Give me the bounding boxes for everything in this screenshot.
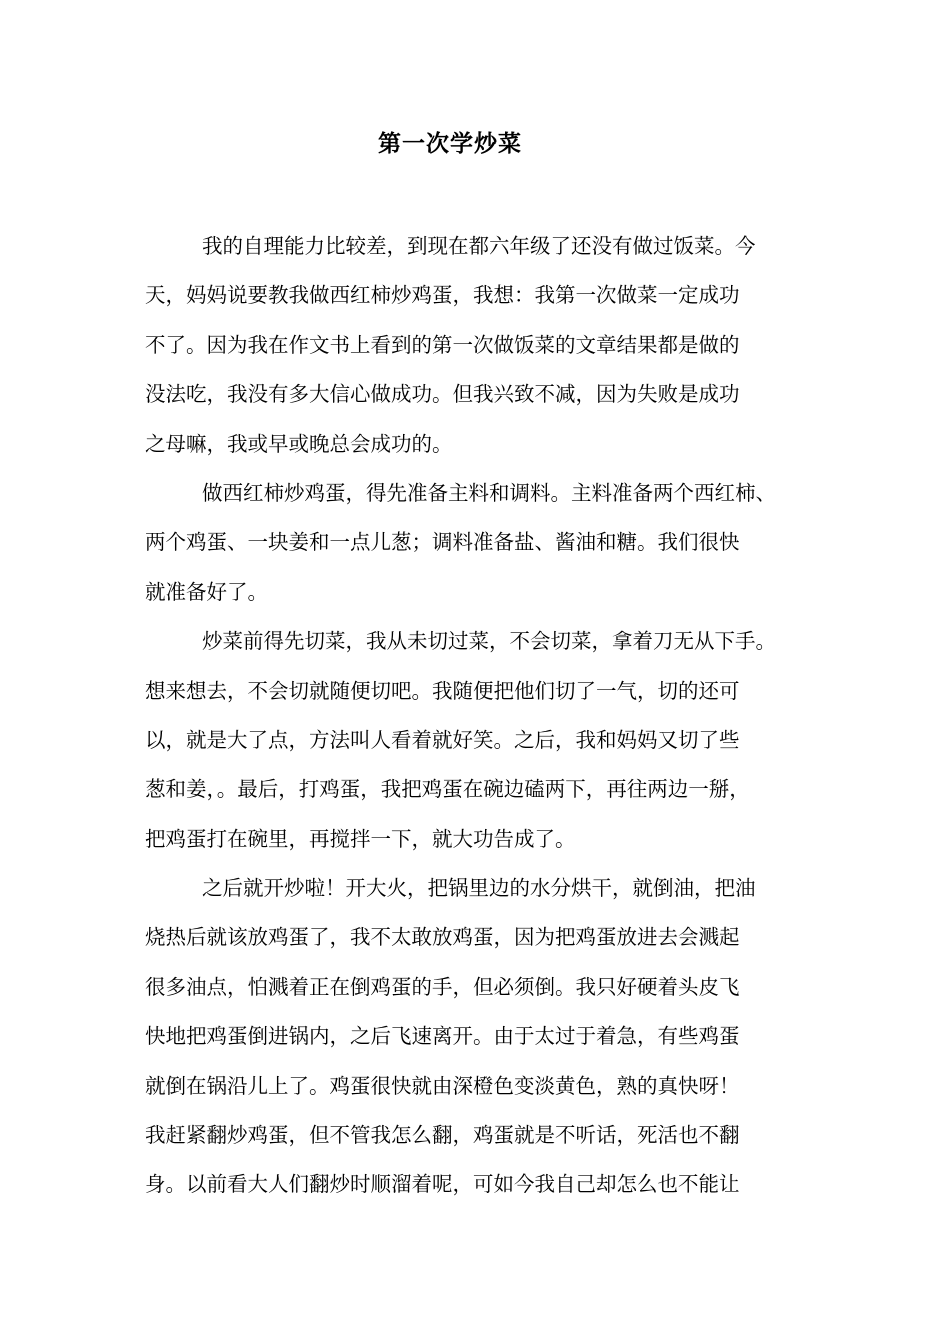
text-line: 没法吃，我没有多大信心做成功。但我兴致不减，因为失败是成功 [145, 382, 740, 407]
document-title: 第一次学炒菜 [378, 130, 522, 157]
text-line: 炒菜前得先切菜，我从未切过菜，不会切菜，拿着刀无从下手。 [202, 629, 776, 654]
text-line: 就倒在锅沿儿上了。鸡蛋很快就由深橙色变淡黄色，熟的真快呀！ [145, 1073, 740, 1098]
text-line: 不了。因为我在作文书上看到的第一次做饭菜的文章结果都是做的 [145, 332, 740, 357]
text-line: 两个鸡蛋、一块姜和一点儿葱；调料准备盐、酱油和糖。我们很快 [145, 530, 740, 555]
text-line: 我赶紧翻炒鸡蛋，但不管我怎么翻，鸡蛋就是不听话，死活也不翻 [145, 1123, 740, 1148]
text-line: 之母嘛，我或早或晚总会成功的。 [145, 431, 453, 456]
text-line: 以，就是大了点，方法叫人看着就好笑。之后，我和妈妈又切了些 [145, 727, 740, 752]
text-line: 做西红柿炒鸡蛋，得先准备主料和调料。主料准备两个西红柿、 [202, 480, 776, 505]
text-line: 把鸡蛋打在碗里，再搅拌一下，就大功告成了。 [145, 826, 576, 851]
text-line: 想来想去，不会切就随便切吧。我随便把他们切了一气，切的还可 [145, 678, 740, 703]
text-line: 就准备好了。 [145, 579, 268, 604]
text-line: 快地把鸡蛋倒进锅内，之后飞速离开。由于太过于着急，有些鸡蛋 [145, 1024, 740, 1049]
text-line: 之后就开炒啦！开大火，把锅里边的水分烘干，就倒油，把油 [202, 876, 756, 901]
text-line: 我的自理能力比较差，到现在都六年级了还没有做过饭菜。今 [202, 234, 756, 258]
text-line: 很多油点，怕溅着正在倒鸡蛋的手，但必须倒。我只好硬着头皮飞 [145, 974, 740, 999]
text-line: 葱和姜，。最后，打鸡蛋，我把鸡蛋在碗边磕两下，再往两边一掰， [145, 777, 750, 802]
text-line: 天，妈妈说要教我做西红柿炒鸡蛋，我想：我第一次做菜一定成功 [145, 283, 740, 308]
text-line: 身。以前看大人们翻炒时顺溜着呢，可如今我自己却怎么也不能让 [145, 1172, 740, 1197]
text-line: 烧热后就该放鸡蛋了，我不太敢放鸡蛋，因为把鸡蛋放进去会溅起 [145, 925, 740, 950]
document-body [145, 222, 815, 1210]
